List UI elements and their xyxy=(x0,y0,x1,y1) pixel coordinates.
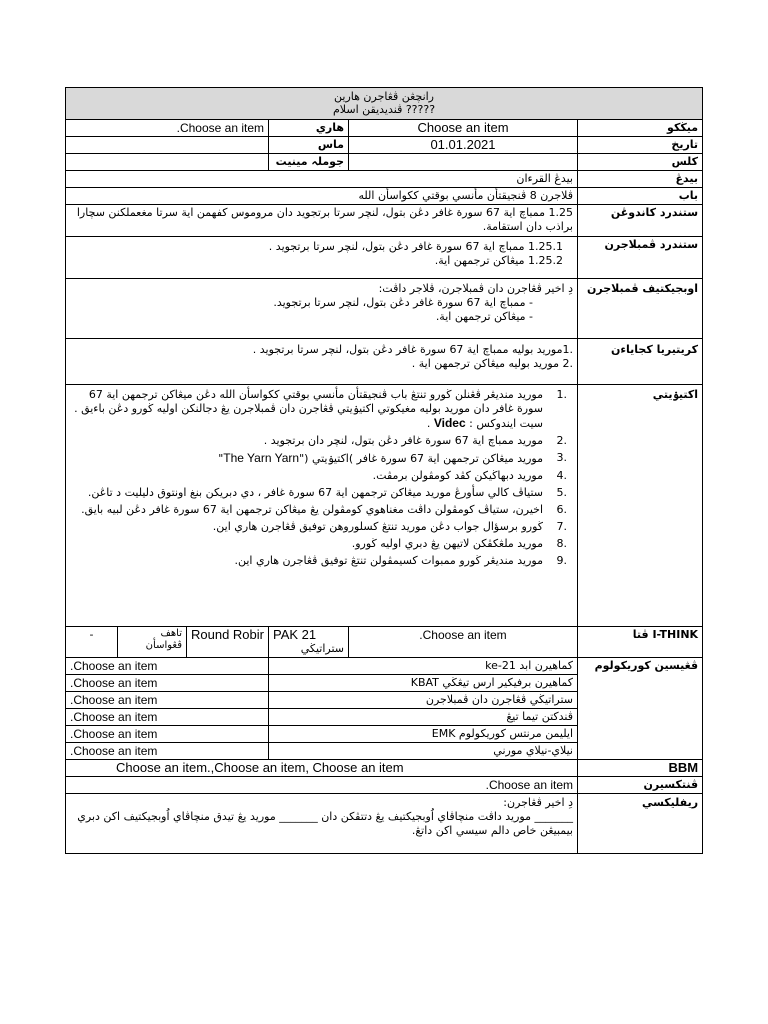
activity-text: موريد منديڠر ڬورو ممبوات كسيمڤولن تنتڠ توفيق ڤڠاجرن هاري اين. xyxy=(234,554,543,567)
activity-tail: " xyxy=(218,452,224,465)
activity-item xyxy=(70,451,573,466)
cross-item-label: ڤندكتن تيما تيڠ xyxy=(269,709,578,726)
activity-item xyxy=(70,503,573,517)
content-standard-value: 1.25 ممباچ اية 67 سورة غافر دڠن بتول، لنچر سرتا برتجويد دان مروموس كفهمن اية سرتا مغعملكنن سچارا براذب دان استقامة. xyxy=(66,205,578,237)
content-standard-label: ستندرد كاندوڠن xyxy=(578,205,703,237)
criteria-row xyxy=(66,339,703,385)
activity-number: 2. xyxy=(556,434,567,447)
cross-row xyxy=(66,658,703,675)
cross-choose-item[interactable]: .Choose an item xyxy=(66,658,269,675)
activity-item xyxy=(70,537,573,551)
day-label: هاري xyxy=(269,120,349,137)
activity-number: 4. xyxy=(556,469,567,482)
activity-text: موريد دبهاڬيكن كڤد كومڤولن برمڤت. xyxy=(372,469,543,482)
activity-text: اخيرن، ستياڤ كومڤولن داڤت مغناهوي كومڤولن يڠ ميڠاكن ترجمهن اية 67 سورة غافر دڠن لبيه بايق. xyxy=(81,503,543,516)
title-line-2: ڤنديديقن اسلام ????? xyxy=(333,103,436,116)
cross-choose-item[interactable]: .Choose an item xyxy=(66,726,269,743)
content-standard-row xyxy=(66,205,703,237)
objective-item: - ميڠاكن ترجمهن اية. xyxy=(70,310,533,324)
activity-number: 8. xyxy=(556,537,567,550)
reflection-value xyxy=(66,794,578,854)
activity-number: 7. xyxy=(556,520,567,533)
bbm-label: BBM xyxy=(578,760,703,777)
plan-title xyxy=(66,88,703,120)
activity-text: ستياڤ كالي سأورڠ موريد ميڠاكن ترجمهن اية 67 سورة غافر ، دي دبريكن بنغ اونتوق دليليت د تاڠن. xyxy=(87,486,543,499)
ithink-strategy xyxy=(269,627,349,658)
bbm-row xyxy=(66,760,703,777)
ithink-mastery: تاهف ڤڠواسأن xyxy=(118,627,187,658)
criteria-item: .2 موريد بوليه ميڠاكن ترجمهن اية . xyxy=(411,357,573,370)
ithink-round-robin: Round Robir xyxy=(187,627,269,658)
activity-item xyxy=(70,554,573,568)
lesson-plan-table xyxy=(65,87,703,854)
chapter-row xyxy=(66,188,703,205)
time-value xyxy=(66,137,269,154)
reflection-row xyxy=(66,794,703,854)
cross-item-label: نيلاي-نيلاي مورني xyxy=(269,743,578,760)
header-row xyxy=(66,88,703,120)
ithink-dash: - xyxy=(66,627,118,658)
ithink-choose-item[interactable]: .Choose an item xyxy=(349,627,578,658)
chapter-label: باب xyxy=(578,188,703,205)
criteria-item: .1موريد بوليه ممباچ اية 67 سورة غافر دڠن بتول، لنچر سرتا برتجويد . xyxy=(252,343,573,356)
remedial-row xyxy=(66,777,703,794)
date-value: 01.01.2021 xyxy=(349,137,578,154)
activity-number: 9. xyxy=(556,554,567,567)
ithink-label-text: ڤتا xyxy=(632,628,649,641)
class-label: كلس xyxy=(578,154,703,171)
activity-tag: The Yarn Yarn xyxy=(223,451,300,465)
cross-item-label: كماهيرن برفيكير ارس تيڠڬي KBAT xyxy=(269,675,578,692)
reflection-text: _______ موريد داڤت منچاڤاي اُوبجيكتيف يڠ دتتڤكن دان _______ موريد يڠ تيدق منچاڤاي اُوبجيكتيف اكن دبري بيمبيڠن خاص دالم سيسي اكن داتڠ. xyxy=(77,810,573,837)
ithink-label xyxy=(578,627,703,658)
activity-tag: Videc xyxy=(433,416,466,430)
activity-number: 3. xyxy=(556,451,567,464)
criteria-value xyxy=(66,339,578,385)
ithink-label-tag: I-THINK xyxy=(652,628,699,641)
title-line-1: رانچڠن ڤڠاجرن هارين xyxy=(334,90,434,103)
activity-item xyxy=(70,388,573,431)
remedial-label: ڤنتكسيرن xyxy=(578,777,703,794)
reflection-label: ريفليكسي xyxy=(578,794,703,854)
activities-value xyxy=(66,385,578,627)
objectives-intro: دِ اخير ڤڠاجرن دان ڤمبلاجرن، ڤلاجر داڤت: xyxy=(378,282,573,295)
bbm-choose-items[interactable]: Choose an item.,Choose an item, Choose an item xyxy=(66,760,578,777)
date-row xyxy=(66,137,703,154)
activity-text: موريد ممباچ اية 67 سورة غافر دڠن بتول، لنچر دان برتجويد . xyxy=(263,434,543,447)
subject-choose-item[interactable]: Choose an item xyxy=(349,120,578,137)
activity-item xyxy=(70,486,573,500)
subject-row xyxy=(66,120,703,137)
activity-text: موريد ملڠكڤكن لاتيهن يڠ دبري اوليه ڬورو. xyxy=(351,537,543,550)
activity-tail: . xyxy=(426,417,434,430)
objective-item: - ممباچ اية 67 سورة غافر دڠن بتول، لنچر سرتا برتجويد. xyxy=(70,296,533,310)
class-row xyxy=(66,154,703,171)
cross-item-label: ستراتيڬي ڤڠاجرن دان ڤمبلاجرن xyxy=(269,692,578,709)
activity-number: 6. xyxy=(556,503,567,516)
activity-item xyxy=(70,520,573,534)
cross-item-label: كماهيرن ابد ke-21 xyxy=(269,658,578,675)
activity-item xyxy=(70,434,573,448)
learning-standard-item: 1.25.2 ميڠاكن ترجمهن اية. xyxy=(434,254,563,267)
cross-item-label: ايليمن مرنتس كوريكولوم EMK xyxy=(269,726,578,743)
objectives-list xyxy=(70,296,573,324)
activity-text: موريد ميڠاكن ترجمهن اية 67 سورة غافر )اكتيۏيتي (" xyxy=(299,452,543,465)
objectives-value xyxy=(66,279,578,339)
field-label: بيدڠ xyxy=(578,171,703,188)
activity-text: ڬورو برسؤال جواب دڠن موريد تنتڠ كسلوروهن توفيق ڤڠاجرن هاري اين. xyxy=(212,520,543,533)
activity-text: موريد منديڠر ڤڠنلن ڬورو تنتڠ باب ڤنجيقتأن مأنسي بوقتي ككواسأن الله دڠن ميڠاكن ترجمهن اية 67 سورة غافر دان موريد بوليه مغيكوتي اكتيۏيتي ڤڠاجرن دان ڤمبلاجرن يڠ دجالنكن اوليه ڬورو دڠن باءيق . سيت ايندوكس : xyxy=(74,388,543,430)
activity-item xyxy=(70,469,573,483)
chapter-value: ڤلاجرن 8 ڤنجيقتأن مأنسي بوقتي ككواسأن الله xyxy=(66,188,578,205)
reflection-intro: دِ اخير ڤڠاجرن: xyxy=(503,796,573,809)
cross-label: ڤڠيسين كوريكولوم xyxy=(578,658,703,760)
cross-choose-item[interactable]: .Choose an item xyxy=(66,675,269,692)
activities-label: اكتيۏيتي xyxy=(578,385,703,627)
activities-row xyxy=(66,385,703,627)
lesson-plan-page xyxy=(65,87,702,837)
objectives-row xyxy=(66,279,703,339)
duration-label: جوملہ مينيت xyxy=(269,154,349,171)
ithink-strategy-label: ستراتيڬي xyxy=(300,642,344,655)
cross-choose-item[interactable]: .Choose an item xyxy=(66,692,269,709)
ithink-row xyxy=(66,627,703,658)
field-value: بيدڠ القرءان xyxy=(66,171,578,188)
cross-choose-item[interactable]: .Choose an item xyxy=(66,743,269,760)
activities-list xyxy=(70,388,573,568)
field-row xyxy=(66,171,703,188)
remedial-choose-item[interactable]: .Choose an item xyxy=(66,777,578,794)
ithink-pak: PAK 21 xyxy=(273,627,317,642)
duration-value xyxy=(66,154,269,171)
time-label: ماس xyxy=(269,137,349,154)
learning-standard-row xyxy=(66,237,703,279)
subject-label: ميڬكو xyxy=(578,120,703,137)
criteria-label: كريتيريا كجاياءن xyxy=(578,339,703,385)
activity-number: 5. xyxy=(556,486,567,499)
cross-choose-item[interactable]: .Choose an item xyxy=(66,709,269,726)
day-choose-item[interactable]: .Choose an item xyxy=(66,120,269,137)
date-label: تاريخ xyxy=(578,137,703,154)
class-value xyxy=(349,154,578,171)
learning-standard-value xyxy=(66,237,578,279)
objectives-label: اوبجيكتيف ڤمبلاجرن xyxy=(578,279,703,339)
learning-standard-item: 1.25.1 ممباچ اية 67 سورة غافر دڠن بتول، لنچر سرتا برتجويد . xyxy=(268,240,563,253)
activity-number: 1. xyxy=(556,388,567,401)
learning-standard-label: ستندرد ڤمبلاجرن xyxy=(578,237,703,279)
